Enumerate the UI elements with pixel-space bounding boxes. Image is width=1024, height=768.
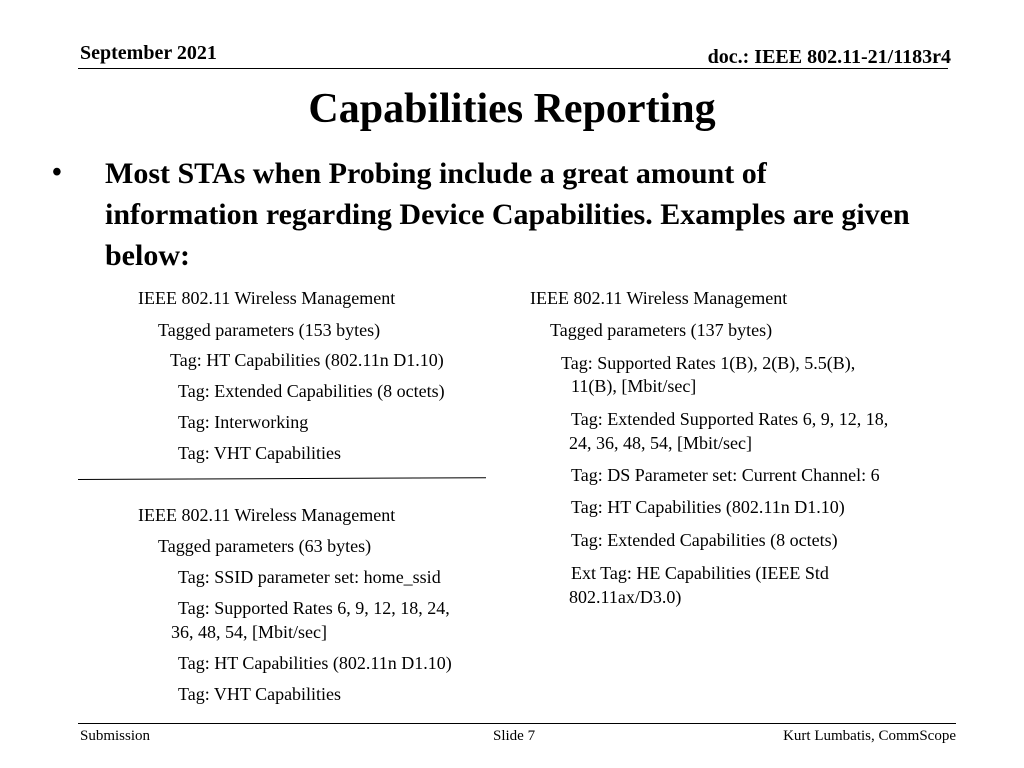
- example-line: Tag: DS Parameter set: Current Channel: 6: [571, 465, 880, 485]
- example-line: Tagged parameters (137 bytes): [550, 320, 773, 340]
- example-line: Ext Tag: HE Capabilities (IEEE Std: [571, 563, 829, 583]
- header-doc-id: doc.: IEEE 802.11-21/1183r4: [707, 46, 951, 68]
- divider-line: [78, 477, 486, 480]
- bullet-marker: •: [52, 157, 62, 188]
- example-line: Tag: HT Capabilities (802.11n D1.10): [170, 350, 444, 370]
- example-line: Tag: SSID parameter set: home_ssid: [178, 567, 441, 587]
- example-line: Tagged parameters (63 bytes): [158, 536, 372, 556]
- example-line: Tag: Extended Capabilities (8 octets): [571, 530, 838, 550]
- example-line: 36, 48, 54, [Mbit/sec]: [171, 622, 327, 642]
- example-line: Tag: HT Capabilities (802.11n D1.10): [178, 653, 452, 673]
- example-line: 802.11ax/D3.0): [569, 587, 682, 607]
- example-line: Tag: Extended Supported Rates 6, 9, 12, 18,: [571, 409, 889, 429]
- bullet-text: Most STAs when Probing include a great amount of information regarding Device Capabilities. Examples are given below:: [105, 157, 910, 272]
- footer-submission: Submission: [80, 728, 151, 744]
- header-date: September 2021: [80, 42, 217, 64]
- example-line: Tagged parameters (153 bytes): [158, 320, 381, 340]
- slide-title: Capabilities Reporting: [308, 86, 716, 132]
- example-line: Tag: Extended Capabilities (8 octets): [178, 381, 445, 401]
- example-line: IEEE 802.11 Wireless Management: [530, 288, 788, 308]
- example-line: Tag: VHT Capabilities: [178, 684, 342, 704]
- example-line: Tag: Supported Rates 1(B), 2(B), 5.5(B),: [561, 353, 856, 373]
- example-line: Tag: Supported Rates 6, 9, 12, 18, 24,: [178, 598, 450, 618]
- example-line: Tag: Interworking: [178, 412, 309, 432]
- footer-slide-number: Slide 7: [493, 728, 536, 744]
- example-line: IEEE 802.11 Wireless Management: [138, 288, 396, 308]
- example-line: Tag: HT Capabilities (802.11n D1.10): [571, 497, 845, 517]
- example-line: IEEE 802.11 Wireless Management: [138, 505, 396, 525]
- example-line: Tag: VHT Capabilities: [178, 443, 342, 463]
- footer-author: Kurt Lumbatis, CommScope: [783, 728, 956, 744]
- example-line: 11(B), [Mbit/sec]: [571, 376, 697, 396]
- example-line: 24, 36, 48, 54, [Mbit/sec]: [569, 433, 752, 453]
- footer-rule: [78, 723, 956, 724]
- header-rule: [78, 68, 948, 69]
